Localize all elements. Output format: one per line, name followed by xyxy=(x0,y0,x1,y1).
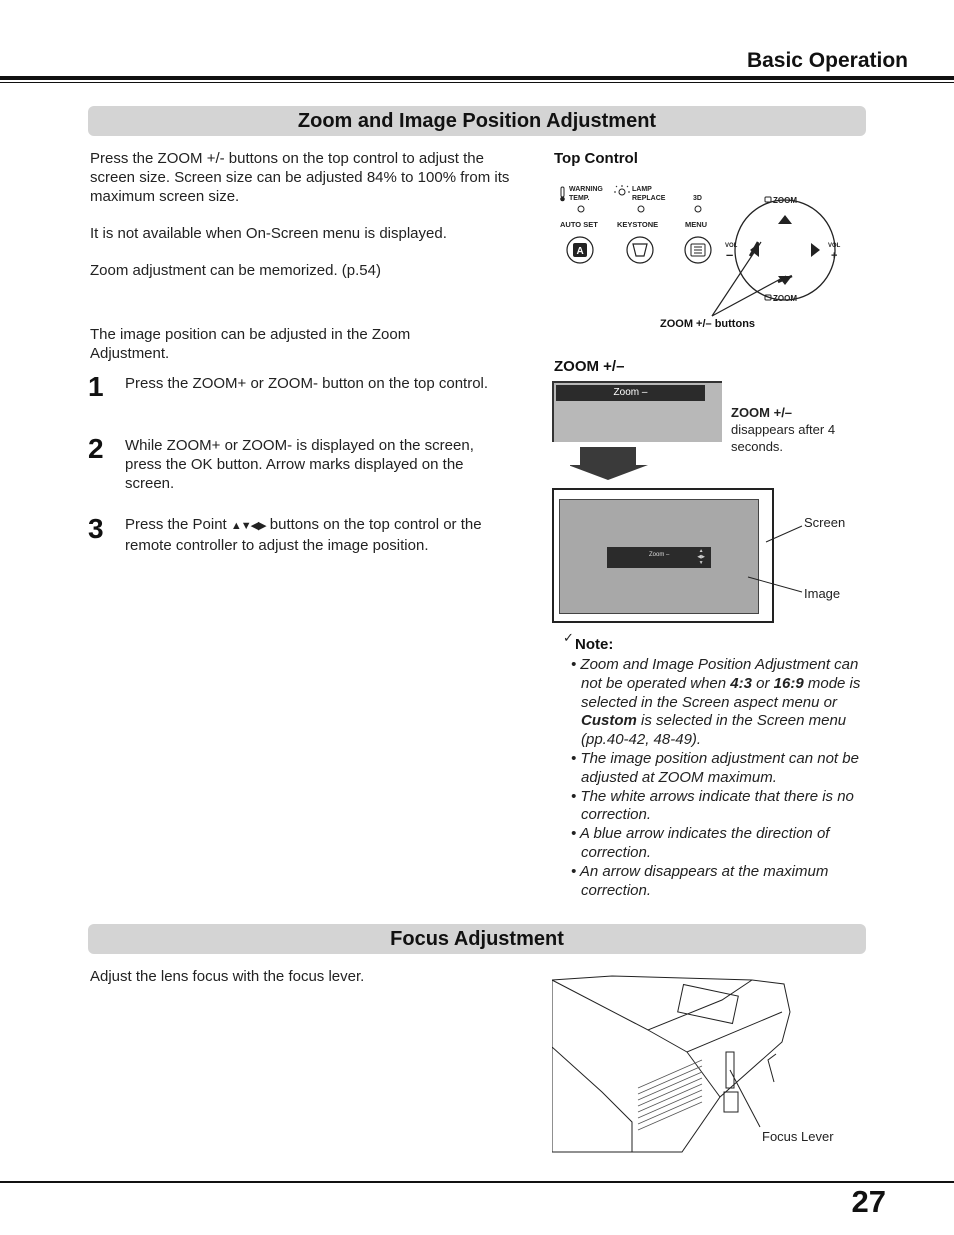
step-text: While ZOOM+ or ZOOM- is displayed on the screen, press the OK button. Arrow marks displayed on the screen. xyxy=(125,437,474,492)
step-text xyxy=(125,515,510,555)
top-control-title: Top Control xyxy=(554,150,638,167)
3d-label: 3D xyxy=(693,195,702,202)
keystone-button[interactable] xyxy=(627,237,653,263)
zoom-desc-text: disappears after 4 seconds. xyxy=(731,422,836,454)
note-item: • The white arrows indicate that there is no correction. xyxy=(571,787,854,824)
note-list xyxy=(571,656,867,900)
note-title: Note: xyxy=(575,636,614,653)
step-number: 1 xyxy=(88,371,104,402)
warning-led-icon xyxy=(578,206,584,212)
vol-minus-label: – xyxy=(726,247,734,262)
replace-label: REPLACE xyxy=(632,195,666,202)
point-ring-control[interactable] xyxy=(735,200,838,300)
focus-lever-label: Focus Lever xyxy=(762,1129,834,1144)
header-rule xyxy=(0,76,954,80)
down-arrow-icon xyxy=(570,447,650,481)
keystone-label: KEYSTONE xyxy=(617,220,659,229)
auto-set-button[interactable] xyxy=(567,237,593,263)
point-arrows-icon: ▲▼◀▶ xyxy=(230,520,266,532)
auto-set-label: AUTO SET xyxy=(560,220,598,229)
zoom-memory-note: Zoom adjustment can be memorized. (p.54) xyxy=(90,262,381,279)
zoom-display-description xyxy=(731,404,861,455)
note-text: Zoom and Image Position Adjustment can not be operated when xyxy=(580,656,859,692)
focus-instruction: Adjust the lens focus with the focus lever. xyxy=(90,968,365,985)
note-item: • A blue arrow indicates the direction of correction. xyxy=(571,825,830,861)
3d-led-icon xyxy=(695,206,701,212)
note-text: A blue arrow indicates the direction of correction. xyxy=(579,825,830,861)
zoom-osd-note: It is not available when On-Screen menu is displayed. xyxy=(90,225,447,242)
check-icon: ✓ xyxy=(563,630,574,645)
step-text-start: Press the Point xyxy=(125,516,231,533)
zoom-top-label: ZOOM xyxy=(773,196,797,205)
vol-left-label: VOL xyxy=(725,243,738,249)
lamp-icon xyxy=(614,185,630,195)
note-emphasis: Custom xyxy=(581,712,637,730)
zoom-display-title: ZOOM +/– xyxy=(554,358,625,375)
note-text: The white arrows indicate that there is no correction. xyxy=(580,787,854,824)
step-text: Press the ZOOM+ or ZOOM- button on the top control. xyxy=(125,375,489,392)
menu-label: MENU xyxy=(685,220,708,229)
note-text: or xyxy=(751,674,774,692)
note-text: mode is selected in the Screen aspect menu or xyxy=(581,674,861,711)
step-number: 2 xyxy=(88,433,104,464)
note-emphasis: 4:3 xyxy=(730,674,752,692)
position-intro: The image position can be adjusted in the Zoom Adjustment. xyxy=(90,326,411,362)
focus-callout-line xyxy=(730,1070,760,1127)
auto-set-glyph: A xyxy=(576,246,584,257)
page-number: 27 xyxy=(851,1184,886,1219)
lamp-led-icon xyxy=(638,206,644,212)
vol-right-label: VOL xyxy=(828,243,841,249)
vol-plus-label: + xyxy=(831,250,838,262)
temp-label: TEMP. xyxy=(569,195,590,202)
note-text: The image position adjustment can not be adjusted at ZOOM maximum. xyxy=(580,749,859,786)
note-item: • An arrow disappears at the maximum correction. xyxy=(571,862,829,899)
zoom-intro-paragraph: Press the ZOOM +/- buttons on the top control to adjust the screen size. Screen size can be adjusted 84% to 100% from its maximum screen size. xyxy=(90,150,510,205)
top-control-illustration xyxy=(552,178,872,338)
projector-illustration xyxy=(552,972,852,1154)
step-number: 3 xyxy=(88,513,104,544)
zoom-osd-small-text: Zoom – xyxy=(649,552,670,558)
header-rule-thin xyxy=(0,82,954,83)
screen-label: Screen xyxy=(804,515,846,530)
note-item: • Zoom and Image Position Adjustment can not be operated when 4:3 or 16:9 mode is selected in the Screen aspect menu or Custom is selected in the Screen menu (pp.40-42, 48-49). xyxy=(571,656,861,749)
zoom-osd-small xyxy=(607,547,711,568)
zoom-desc-title: ZOOM +/– xyxy=(731,405,793,420)
image-area xyxy=(559,499,759,614)
zoom-osd-bar: Zoom – xyxy=(556,385,705,401)
note-item: • The image position adjustment can not be adjusted at ZOOM maximum. xyxy=(571,749,859,786)
page-section-title: Basic Operation xyxy=(746,49,908,72)
step-text-end: buttons on the top control or the remote controller to adjust the image position. xyxy=(125,516,482,554)
zoom-top-icon xyxy=(765,197,771,202)
zoom-bottom-label: ZOOM xyxy=(773,294,797,303)
zoom-buttons-callout: ZOOM +/– buttons xyxy=(660,318,756,330)
focus-section-heading: Focus Adjustment xyxy=(88,924,866,954)
port-panel xyxy=(724,1092,738,1112)
screen-image-callouts xyxy=(740,520,810,600)
footer-rule xyxy=(0,1181,954,1183)
zoom-osd-screen xyxy=(552,381,722,442)
warning-label: WARNING xyxy=(569,186,603,193)
image-label: Image xyxy=(804,586,841,601)
zoom-section-heading: Zoom and Image Position Adjustment xyxy=(88,106,866,136)
menu-button[interactable] xyxy=(685,237,711,263)
thermometer-icon xyxy=(560,187,565,201)
note-text: is selected in the Screen menu (pp.40-42, 48-49). xyxy=(581,712,847,749)
note-emphasis: 16:9 xyxy=(773,674,804,692)
lamp-label: LAMP xyxy=(632,186,652,193)
note-text: An arrow disappears at the maximum correction. xyxy=(579,862,829,899)
position-arrows-icon: ▲ ◀▶ ▼ xyxy=(697,548,705,566)
